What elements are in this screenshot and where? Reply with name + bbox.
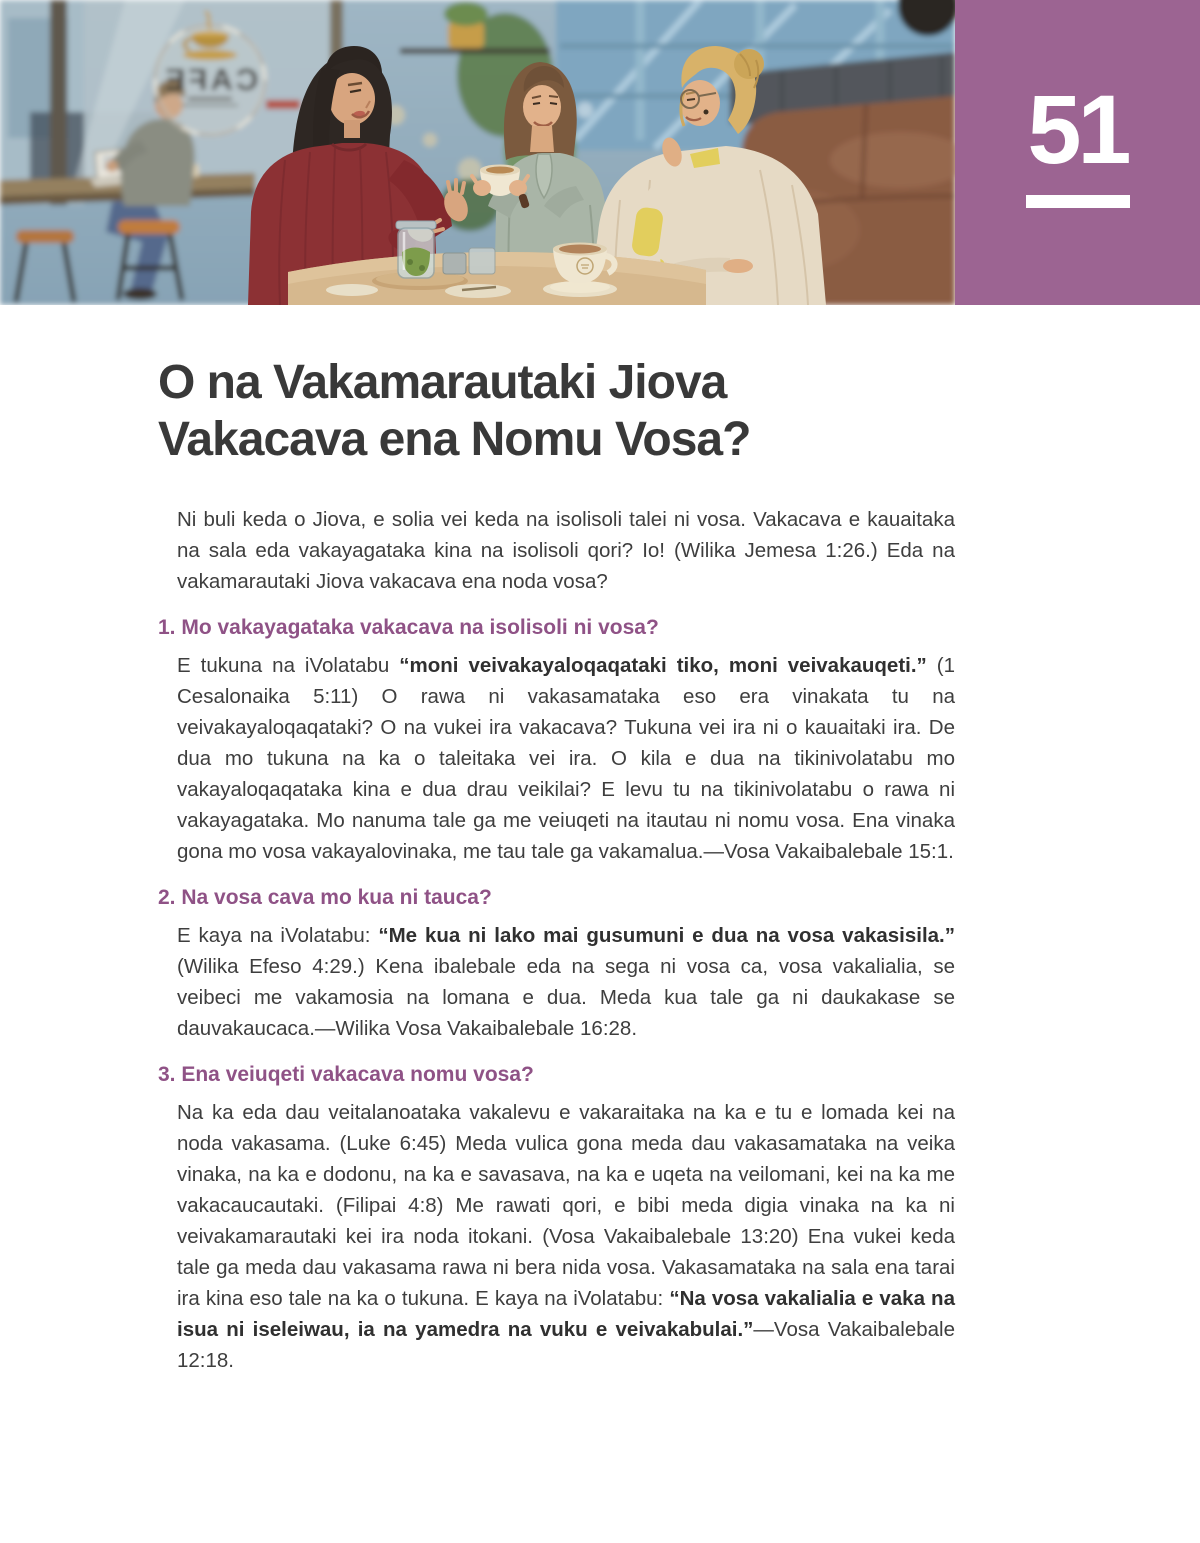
- section-3: [158, 1062, 955, 1376]
- section-2-paragraph: E kaya na iVolatabu: “Me kua ni lako mai gusumuni e dua na vosa vakasisila.” (Wilika Efeso 4:29.) Kena ibalebale eda na sega ni vosa ca, vosa vakalialia, se veibeci me vakamosia na lomana e dua. Meda kua tale ga ni daukakase se dauvakaucaca.—Wilika Vosa Vakaibalebale 16:28.: [177, 924, 956, 1040]
- intro-paragraph: Ni buli keda o Jiova, e solia vei keda na isolisoli talei ni vosa. Vakacava e kauaitaka na sala eda vakayagataka kina na isolisoli qori? Io! (Wilika Jemesa 1:26.) Eda na vakamarautaki Jiova vakacava ena noda vosa?: [177, 508, 955, 593]
- page-title: [158, 354, 955, 468]
- cafe-photo-illustration: [0, 0, 955, 305]
- section-1-paragraph: E tukuna na iVolatabu “moni veivakayaloqaqataki tiko, moni veivakauqeti.” (1 Cesalonaika 5:11) O rawa ni vakasamataka eso era vinakata tu na veivakayaloqaqataki? O na vukei ira vakacava? Tukuna vei ira ni o kauaitaki ira. De dua mo tukuna na ka o taleitaka vei ira. O kila e dua na tikinivolatabu mo vakayaloqaqataka kina e dua drau veikilai? E levu tu na tikinivolatabu o rawa ni vakayagataka. Mo nanuma tale ga me veiuqeti na itautau ni nomu vosa. Ena vinaka gona mo vosa vakayalovinaka, me tau tale ga vakamalua.—Vosa Vakaibalebale 15:1.: [177, 654, 955, 863]
- cafe-sign-text: CAFE: [161, 62, 259, 97]
- page-title-line1: O na Vakamarautaki Jiova: [158, 356, 727, 409]
- page-header: [0, 0, 1200, 305]
- header-photo: [0, 0, 955, 305]
- section-1: [158, 615, 955, 867]
- page-title-line2: Vakacava ena Nomu Vosa?: [158, 413, 751, 466]
- tea-jar: [396, 221, 436, 278]
- article-content: [158, 354, 955, 1376]
- section-2: [158, 885, 955, 1044]
- lesson-number-underline: [1026, 195, 1130, 208]
- lesson-number: 51: [1027, 75, 1128, 184]
- lesson-number-badge: [955, 0, 1200, 305]
- section-3-heading: 3. Ena veiuqeti vakacava nomu vosa?: [158, 1063, 534, 1086]
- section-2-heading: 2. Na vosa cava mo kua ni tauca?: [158, 886, 492, 909]
- section-1-heading: 1. Mo vakayagataka vakacava na isolisoli ni vosa?: [158, 616, 659, 639]
- section-3-paragraph: Na ka eda dau veitalanoataka vakalevu e vakaraitaka na ka e tu e lomada kei na noda vakasama. (Luke 6:45) Meda vulica gona meda dau vakasamataka na veika vinaka, na ka e dodonu, na ka e savasava, na ka e uqeta na veilomani, kei na ka me vakacaucautaki. (Filipai 4:8) Me rawati qori, e bibi meda digia vinaka na ka ni veivakamarautaki kei ira noda itokani. (Vosa Vakaibalebale 13:20) Ena vukei keda tale ga meda dau vakasama rawa ni bera nida vosa. Vakasamataka na sala ena tarai ira kina eso tale na ka o tukuna. E kaya na iVolatabu: “Na vosa vakalialia e vaka na isua ni iseleiwau, ia na yamedra na vuku e veivakabulai.”—Vosa Vakaibalebale 12:18.: [177, 1101, 955, 1372]
